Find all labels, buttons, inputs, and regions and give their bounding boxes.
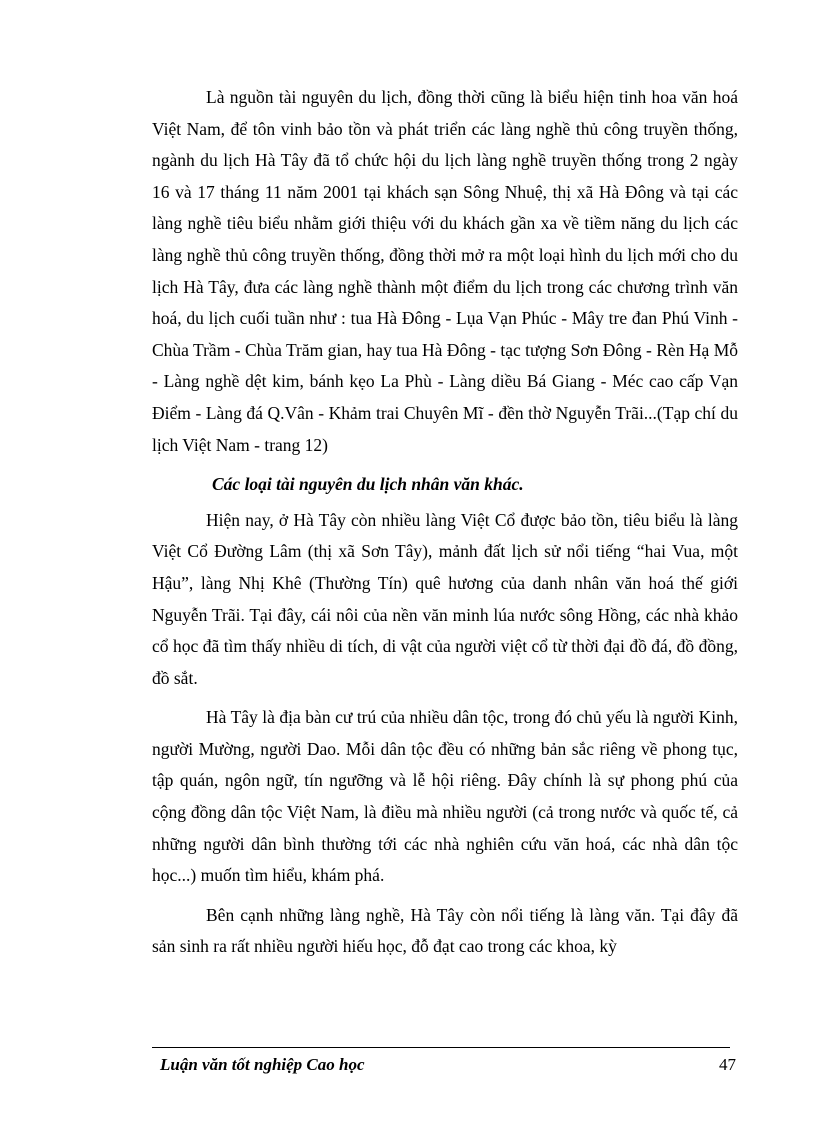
section-heading: Các loại tài nguyên du lịch nhân văn khác.: [212, 474, 524, 495]
paragraph-craft-villages-tourism: Là nguồn tài nguyên du lịch, đồng thời cũng là biểu hiện tinh hoa văn hoá Việt Nam, để tôn vinh bảo tồn và phát triển các làng nghề thủ công truyền thống, ngành du lịch Hà Tây đã tổ chức hội du lịch làng nghề truyền thống trong 2 ngày 16 và 17 tháng 11 năm 2001 tại khách sạn Sông Nhuệ, thị xã Hà Đông và tại các làng nghề tiêu biểu nhằm giới thiệu với du khách gần xa về tiềm năng du lịch các làng nghề thủ công truyền thống, đồng thời mở ra một loại hình du lịch mới cho du lịch Hà Tây, đưa các làng nghề thành một điểm du lịch trong các chương trình văn hoá, du lịch cuối tuần như : tua Hà Đông - Lụa Vạn Phúc - Mây tre đan Phú Vinh - Chùa Trầm - Chùa Trăm gian, hay tua Hà Đông - tạc tượng Sơn Đông - Rèn Hạ Mỗ - Làng nghề dệt kim, bánh kẹo La Phù - Làng diều Bá Giang - Méc cao cấp Vạn Điểm - Làng đá Q.Vân - Khảm trai Chuyên Mĩ - đền thờ Nguyễn Trãi...(Tạp chí du lịch Việt Nam - trang 12): [152, 87, 738, 455]
paragraph-scholarly-villages: Bên cạnh những làng nghề, Hà Tây còn nổi tiếng là làng văn. Tại đây đã sản sinh ra rất nhiều người hiếu học, đỗ đạt cao trong các khoa, kỳ: [152, 904, 738, 957]
document-body: [152, 82, 738, 963]
footer-thesis-title: Luận văn tốt nghiệp Cao học: [160, 1055, 365, 1074]
paragraph-ancient-villages: Hiện nay, ở Hà Tây còn nhiều làng Việt Cổ được bảo tồn, tiêu biểu là làng Việt Cổ Đường Lâm (thị xã Sơn Tây), mảnh đất lịch sử nổi tiếng “hai Vua, một Hậu”, làng Nhị Khê (Thường Tín) quê hương của danh nhân văn hoá thế giới Nguyễn Trãi. Tại đây, cái nôi của nền văn minh lúa nước sông Hồng, các nhà khảo cổ học đã tìm thấy nhiều di tích, di vật của người việt cổ từ thời đại đồ đá, đồ đồng, đồ sắt.: [152, 509, 738, 688]
paragraph-ethnic-groups: Hà Tây là địa bàn cư trú của nhiều dân tộc, trong đó chủ yếu là người Kinh, người Mường, người Dao. Mỗi dân tộc đều có những bản sắc riêng về phong tục, tập quán, ngôn ngữ, tín ngưỡng và lễ hội riêng. Đây chính là sự phong phú của cộng đồng dân tộc Việt Nam, là điều mà nhiều người (cả trong nước và quốc tế, cả những người dân bình thường tới các nhà nghiên cứu văn hoá, các nhà dân tộc học...) muốn tìm hiểu, khám phá.: [152, 707, 738, 886]
footer-divider: [152, 1047, 730, 1048]
page-number: 47: [719, 1055, 736, 1074]
